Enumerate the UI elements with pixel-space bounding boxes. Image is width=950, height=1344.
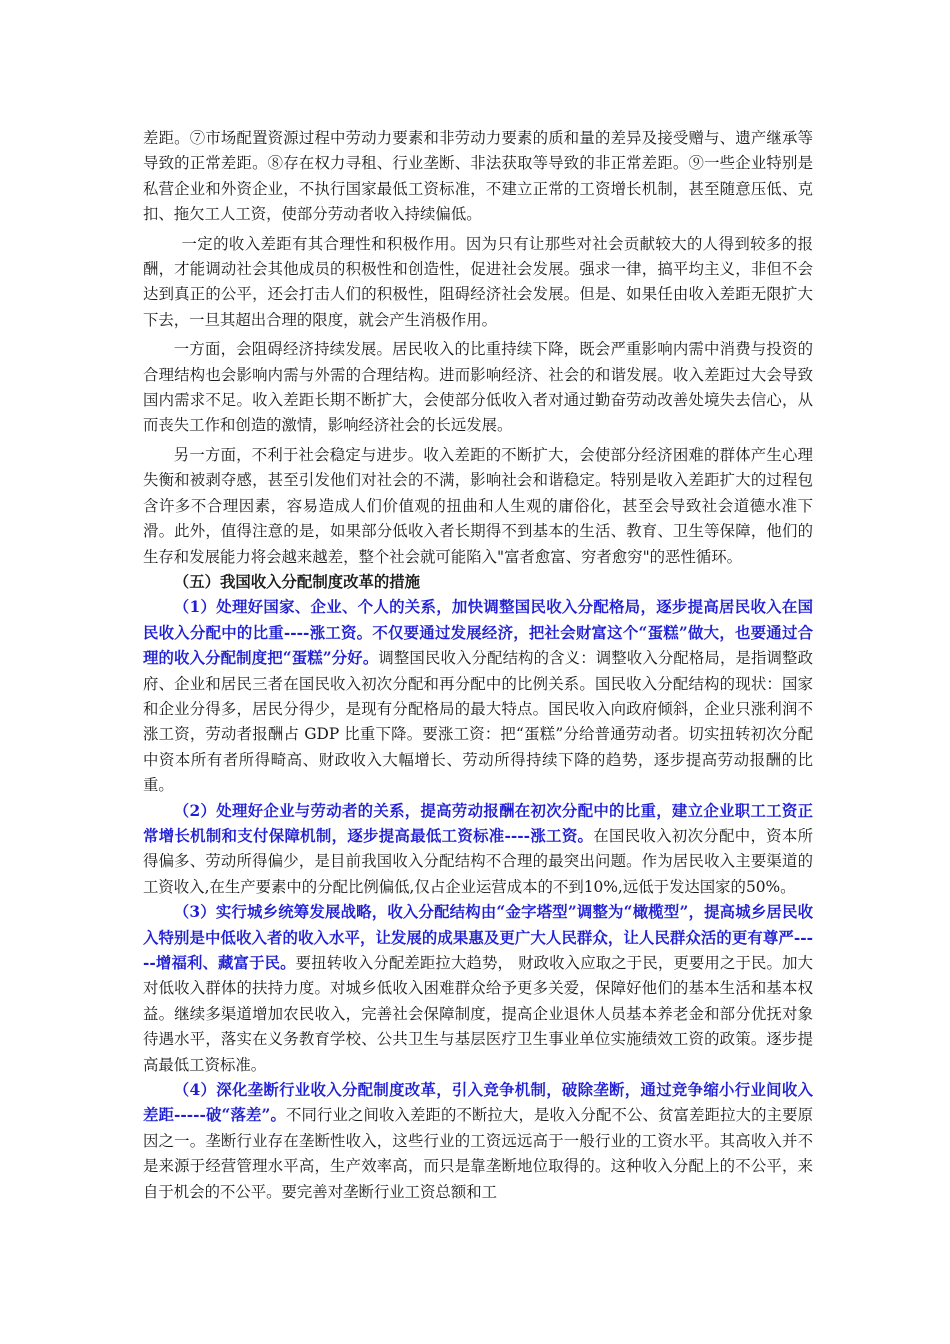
measure-1 xyxy=(143,595,813,798)
section-heading-reform-measures: （五）我国收入分配制度改革的措施 xyxy=(173,572,421,591)
measure-3-body: 要扭转收入分配差距拉大趋势， 财政收入应取之于民，更要用之于民。加大对低收入群体的扶持力度。对城乡低收入困难群众给予更多关爱，保障好他们的基本生活和基本权益。继续多渠道增加农民收入，完善社会保障制度，提高企业退休人员基本养老金和部分优抚对象待遇水平，落实在义务教育学校、公共卫生与基层医疗卫生事业单位实施绩效工资的政策。逐步提高最低工资标准。 xyxy=(143,954,813,1074)
measure-4 xyxy=(143,1078,813,1205)
measure-3-title: （3）实行城乡统筹发展战略，收入分配结构由“金字塔型”调整为“橄榄型”，提高城乡居民收入特别是中低收入者的收入水平，让发展的成果惠及更广大人民群众，让人民群众活的更有尊严-----增福利、藏富于民。 xyxy=(143,903,813,972)
paragraph-reasonable-gap: 一定的收入差距有其合理性和积极作用。因为只有让那些对社会贡献较大的人得到较多的报酬，才能调动社会其他成员的积极性和创造性，促进社会发展。强求一律，搞平均主义，非但不会达到真正的公平，还会打击人们的积极性，阻碍经济社会发展。但是、如果任由收入差距无限扩大下去，一旦其超出合理的限度，就会产生消极作用。 xyxy=(143,234,813,329)
document-body xyxy=(143,126,813,1205)
paragraph-economic-impact: 一方面，会阻碍经济持续发展。居民收入的比重持续下降，既会严重影响内需中消费与投资的合理结构也会影响内需与外需的合理结构。进而影响经济、社会的和谐发展。收入差距过大会导致国内需求不足。收入差距长期不断扩大，会使部分低收入者对通过勤奋劳动改善处境失去信心，从而丧失工作和创造的激情，影响经济社会的长远发展。 xyxy=(143,340,813,435)
measure-3 xyxy=(143,900,813,1078)
measure-1-body: 调整国民收入分配结构的含义：调整收入分配格局，是指调整政府、企业和居民三者在国民收入初次分配和再分配中的比例关系。国民收入分配结构的现状：国家和企业分得多，居民分得少，是现有分配格局的最大特点。国民收入向政府倾斜，企业只涨利润不涨工资，劳动者报酬占 GDP 比重下降。要涨工资：把“蛋糕”分给普通劳动者。切实扭转初次分配中资本所有者所得畸高、财政收入大幅增长、劳动所得持续下降的趋势，逐步提高劳动报酬的比重。 xyxy=(143,649,813,795)
measure-4-title: （4）深化垄断行业收入分配制度改革，引入竞争机制，破除垄断，通过竞争缩小行业间收入差距-----破“落差”。 xyxy=(143,1081,813,1125)
measure-1-title: （1）处理好国家、企业、个人的关系，加快调整国民收入分配格局，逐步提高居民收入在国民收入分配中的比重----涨工资。不仅要通过发展经济，把社会财富这个“蛋糕”做大，也要通过合理的收入分配制度把“蛋糕”分好。 xyxy=(143,598,813,668)
paragraph-income-gap-causes: 差距。⑦市场配置资源过程中劳动力要素和非劳动力要素的质和量的差异及接受赠与、遗产继承等导致的正常差距。⑧存在权力寻租、行业垄断、非法获取等导致的非正常差距。⑨一些企业特别是私营企业和外资企业，不执行国家最低工资标准，不建立正常的工资增长机制，甚至随意压低、克扣、拖欠工人工资，使部分劳动者收入持续偏低。 xyxy=(143,129,813,224)
measure-2-title: （2）处理好企业与劳动者的关系，提高劳动报酬在初次分配中的比重，建立企业职工工资正常增长机制和支付保障机制，逐步提高最低工资标准----涨工资。 xyxy=(143,801,813,845)
measure-2-body: 在国民收入初次分配中，资本所得偏多、劳动所得偏少，是目前我国收入分配结构不合理的最突出问题。作为居民收入主要渠道的工资收入,在生产要素中的分配比例偏低,仅占企业运营成本的不到10%,远低于发达国家的50%。 xyxy=(143,826,813,896)
measure-4-body: 不同行业之间收入差距的不断拉大，是收入分配不公、贫富差距拉大的主要原因之一。垄断行业存在垄断性收入，这些行业的工资远远高于一般行业的工资水平。其高收入并不是来源于经营管理水平高，生产效率高，而只是靠垄断地位取得的。这种收入分配上的不公平，来自于机会的不公平。要完善对垄断行业工资总额和工 xyxy=(143,1106,813,1201)
measure-2 xyxy=(143,799,813,901)
paragraph-social-impact: 另一方面，不利于社会稳定与进步。收入差距的不断扩大，会使部分经济困难的群体产生心理失衡和被剥夺感，甚至引发他们对社会的不满，影响社会和谐稳定。特别是收入差距扩大的过程包含许多不合理因素，容易造成人们价值观的扭曲和人生观的庸俗化，甚至会导致社会道德水准下滑。此外，值得注意的是，如果部分低收入者长期得不到基本的生活、教育、卫生等保障，他们的生存和发展能力将会越来越差，整个社会就可能陷入"富者愈富、穷者愈穷"的恶性循环。 xyxy=(143,445,813,566)
